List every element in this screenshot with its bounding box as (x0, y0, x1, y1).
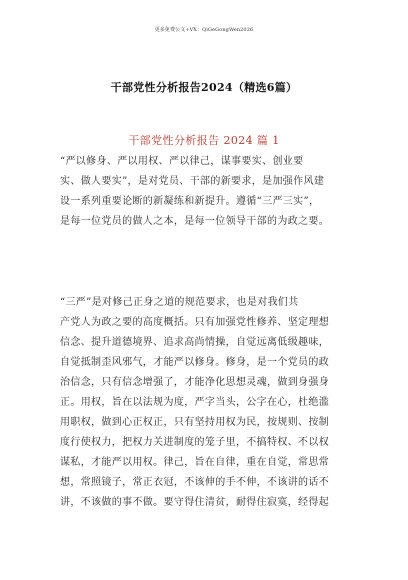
paragraph-line: “严以修身、严以用权、严以律己，谋事要实、创业要 (60, 156, 304, 167)
paragraph-line: 想，常照镜子，常正衣冠，不该伸的手不伸，不该讲的话不 (60, 477, 330, 488)
paragraph-line: 实、做人要实”，是对党员、干部的新要求，是加强作风建 (60, 176, 325, 187)
paragraph-line: 谋私，才能严以用权。律己，旨在自律，重在自觉，常思常 (60, 457, 330, 468)
paragraph-line: 是每一位党员的做人之本，是每一位领导干部的为政之要。 (60, 216, 330, 227)
paragraph-line: 讲，不该做的事不做。要守得住清贫，耐得住寂寞，经得起 (60, 497, 330, 508)
paragraph-line: 设一系列重要论断的新凝练和新提升。遵循“三严三实”， (60, 196, 320, 207)
paragraph-line: 产党人为政之要的高度概括。只有加强党性修养、坚定理想 (60, 317, 330, 328)
header-note: 更多免费公文+VX：QiGeGongWen2026 (154, 27, 254, 33)
paragraph-line: 信念、提升道德境界、追求高尚情操，自觉远离低级趣味， (60, 337, 330, 348)
paragraph-2 (60, 293, 350, 513)
paragraph-line: “三严”是对修己正身之道的规范要求，也是对我们共 (60, 297, 299, 308)
document-title: 干部党性分析报告2024（精选6篇） (110, 81, 298, 94)
paragraph-1 (60, 152, 350, 232)
paragraph-line: 用职权，做到心正权正，只有坚持用权为民，按规则、按制 (60, 417, 330, 428)
paragraph-line: 自觉抵制歪风邪气，才能严以修身。修身，是一个党员的政 (60, 357, 330, 368)
paragraph-line: 度行使权力，把权力关进制度的笼子里，不搞特权、不以权 (60, 437, 330, 448)
paragraph-line: 治信念，只有信念增强了，才能净化思想灵魂，做到身强身 (60, 377, 330, 388)
paragraph-line: 正。用权，旨在以法规为度，严字当头，公字在心，杜绝滥 (60, 397, 330, 408)
section-title: 干部党性分析报告 2024 篇 1 (128, 134, 280, 147)
